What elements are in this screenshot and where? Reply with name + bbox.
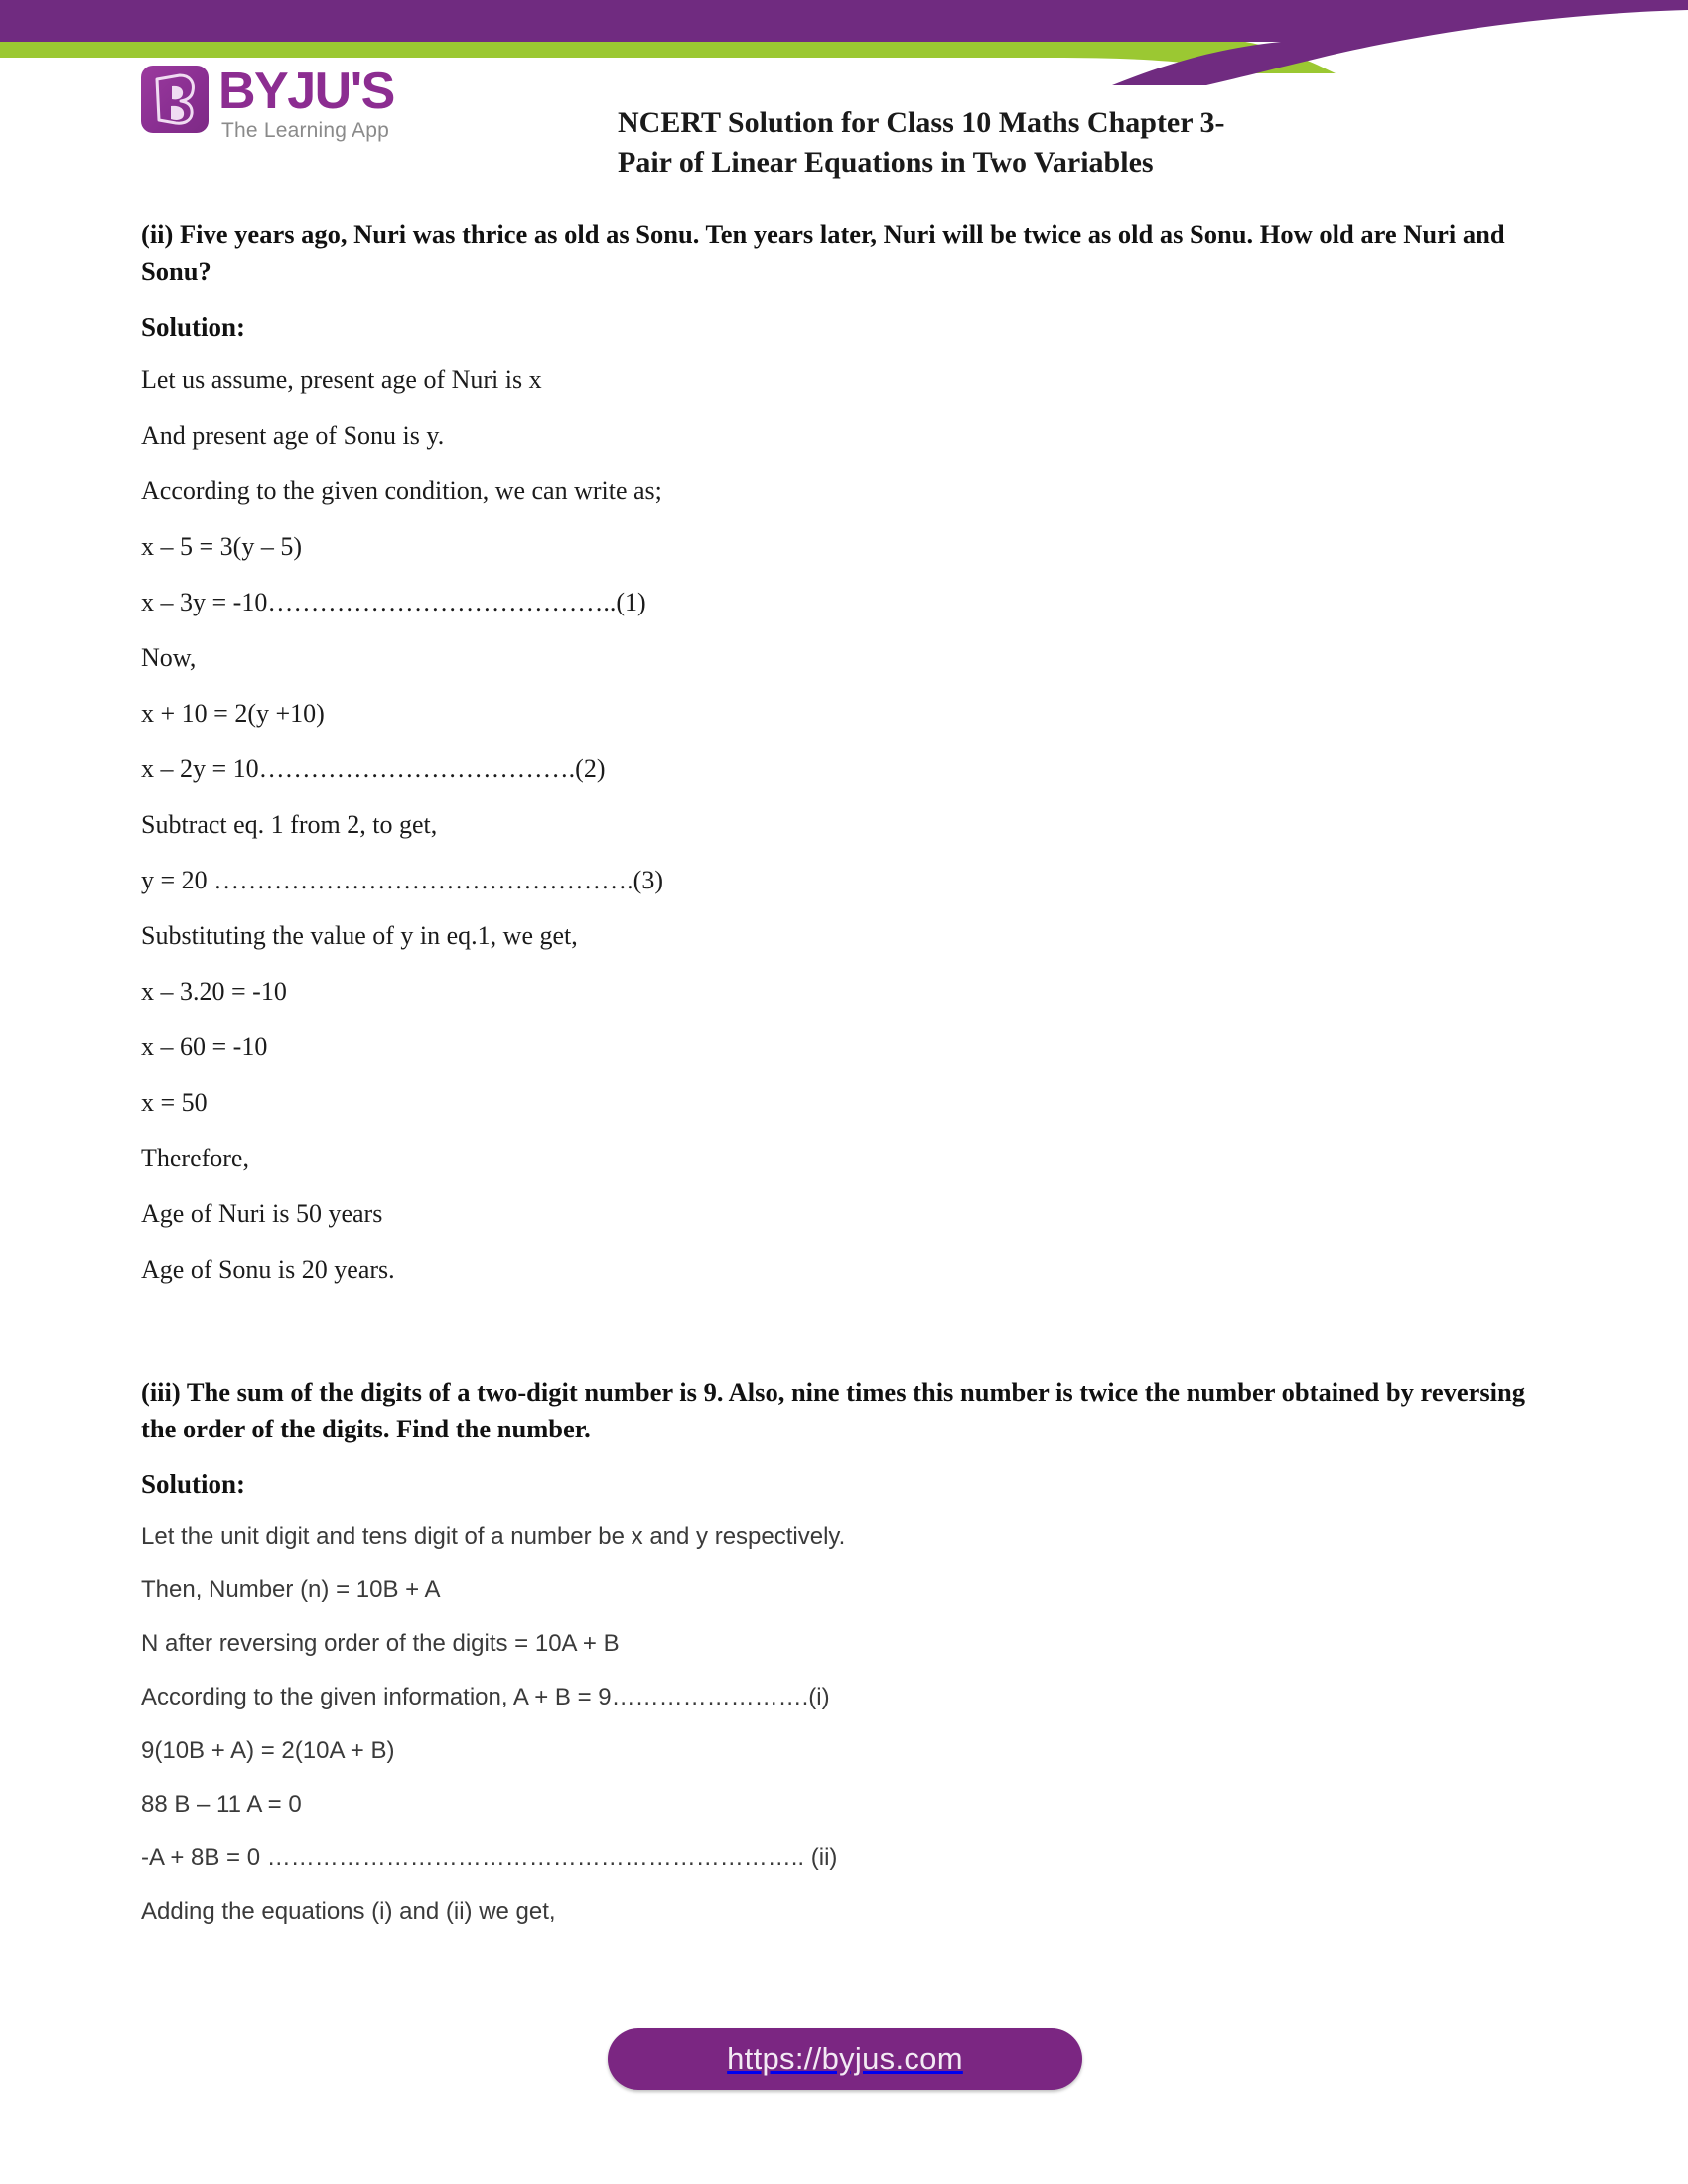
solution-line: x = 50 xyxy=(141,1088,208,1117)
solution-line: And present age of Sonu is y. xyxy=(141,421,445,450)
solution-label-iii: Solution: xyxy=(141,1469,246,1499)
solution-line: Now, xyxy=(141,643,197,672)
solution-line: Age of Nuri is 50 years xyxy=(141,1199,383,1228)
solution-line: Let us assume, present age of Nuri is x xyxy=(141,365,542,394)
solution-line: 88 B – 11 A = 0 xyxy=(141,1791,302,1818)
byjus-url-label: https://byjus.com xyxy=(727,2041,963,2076)
logo-wordmark: BYJU'S xyxy=(218,63,394,120)
question-text-ii: (ii) Five years ago, Nuri was thrice as old as Sonu. Ten years later, Nuri will be twice as old as Sonu. How old are Nuri and Sonu? xyxy=(141,219,1505,286)
page-title-line-2: Pair of Linear Equations in Two Variables xyxy=(618,146,1154,179)
solution-line: x – 2y = 10……………………………….(2) xyxy=(141,754,606,783)
solution-line: x – 3y = -10…………………………………..(1) xyxy=(141,588,646,616)
page-title xyxy=(618,103,1511,183)
solution-label-ii: Solution: xyxy=(141,312,246,341)
byjus-url-button[interactable] xyxy=(608,2028,1082,2090)
solution-line: 9(10B + A) = 2(10A + B) xyxy=(141,1737,395,1764)
section-question-ii xyxy=(141,216,1541,1287)
solution-line: Age of Sonu is 20 years. xyxy=(141,1255,395,1284)
solution-line: x + 10 = 2(y +10) xyxy=(141,699,325,728)
solution-line: x – 3.20 = -10 xyxy=(141,977,287,1006)
solution-line: x – 5 = 3(y – 5) xyxy=(141,532,302,561)
solution-line: -A + 8B = 0 ………………………………………………………….. (ii) xyxy=(141,1844,838,1871)
solution-line: According to the given condition, we can write as; xyxy=(141,477,662,505)
byjus-b-logo-icon xyxy=(141,66,209,133)
question-text-iii: (iii) The sum of the digits of a two-digit number is 9. Also, nine times this number is twice the number obtained by reversing the order of the digits. Find the number. xyxy=(141,1377,1526,1443)
solution-line: Then, Number (n) = 10B + A xyxy=(141,1576,441,1603)
solution-line: y = 20 ………………………………………….(3) xyxy=(141,866,663,894)
page-title-line-1: NCERT Solution for Class 10 Maths Chapter 3- xyxy=(618,106,1225,139)
section-question-iii xyxy=(141,1374,1541,1928)
solution-line: According to the given information, A + B = 9…………………….(i) xyxy=(141,1684,830,1710)
solution-line: N after reversing order of the digits = 10A + B xyxy=(141,1630,620,1657)
solution-line: x – 60 = -10 xyxy=(141,1032,268,1061)
document-body xyxy=(141,216,1541,1950)
logo-tagline: The Learning App xyxy=(221,119,389,142)
solution-line: Let the unit digit and tens digit of a number be x and y respectively. xyxy=(141,1523,846,1550)
solution-line: Adding the equations (i) and (ii) we get, xyxy=(141,1898,556,1925)
section-spacer xyxy=(141,1308,1541,1374)
solution-line: Therefore, xyxy=(141,1144,249,1172)
byjus-logo xyxy=(141,64,429,151)
solution-line: Subtract eq. 1 from 2, to get, xyxy=(141,810,438,839)
solution-line: Substituting the value of y in eq.1, we get, xyxy=(141,921,578,950)
